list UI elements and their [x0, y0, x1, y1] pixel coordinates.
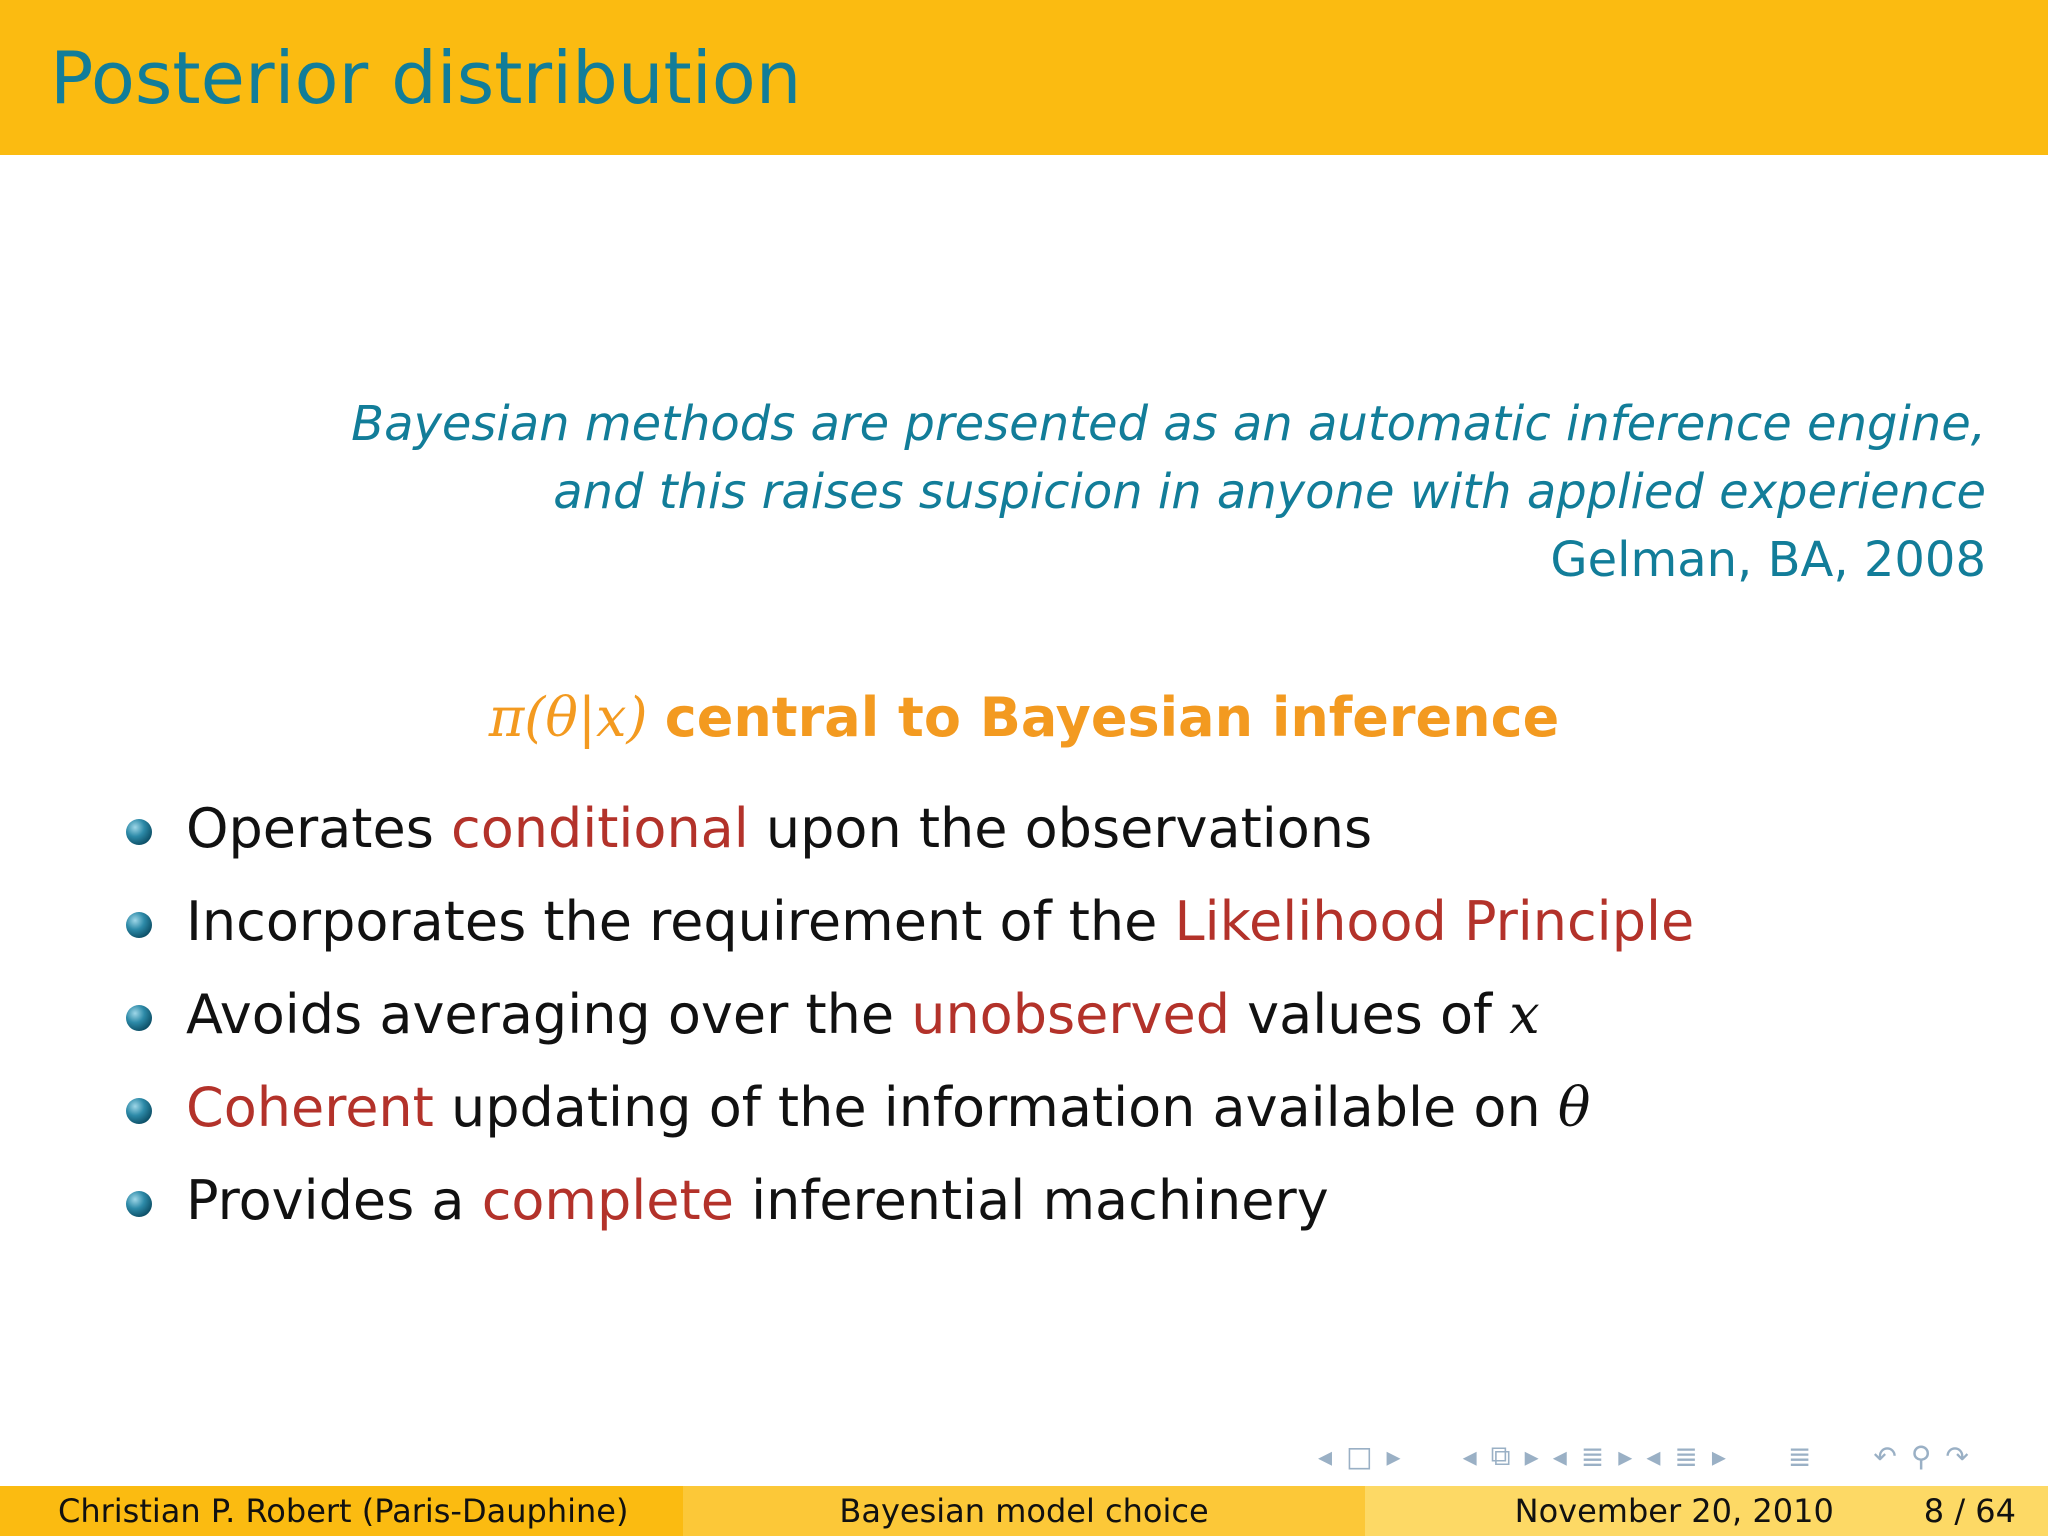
quote-source: Gelman, BA, 2008	[1550, 532, 1986, 588]
next-arrow-icon[interactable]: ▸	[1618, 1439, 1633, 1473]
headline-math: π(θ|x)	[488, 686, 648, 749]
footer-author: Christian P. Robert (Paris-Dauphine)	[0, 1486, 683, 1536]
bullet-highlight: Likelihood Principle	[1174, 890, 1695, 953]
bullet-text: Operates	[186, 797, 451, 860]
bullet-icon	[126, 819, 152, 845]
list-item	[124, 968, 1694, 1061]
document-icon[interactable]: ≣	[1674, 1439, 1698, 1473]
quote-line-2: and this raises suspicion in anyone with applied experience	[553, 464, 1986, 520]
prev-arrow-icon[interactable]: ◂	[1552, 1439, 1567, 1473]
bullet-highlight: Coherent	[186, 1076, 434, 1139]
headline-text: central to Bayesian inference	[664, 686, 1560, 749]
prev-arrow-icon[interactable]: ◂	[1462, 1439, 1477, 1473]
bullet-text: updating of the information available on	[433, 1076, 1558, 1139]
bullet-text: inferential machinery	[733, 1169, 1329, 1232]
prev-arrow-icon[interactable]: ◂	[1646, 1439, 1661, 1473]
bullet-list	[124, 782, 1694, 1247]
subsection-icon[interactable]: ⧉	[1490, 1439, 1511, 1472]
footer-date: November 20, 2010	[1514, 1492, 1834, 1530]
footer-page-number: 8 / 64	[1923, 1492, 2016, 1530]
bullet-highlight: conditional	[451, 797, 749, 860]
redo-icon[interactable]: ↷	[1945, 1439, 1969, 1473]
footer-right	[1365, 1486, 2048, 1536]
bullet-icon	[126, 912, 152, 938]
undo-icon[interactable]: ↶	[1873, 1439, 1897, 1473]
footer-talk-title: Bayesian model choice	[683, 1486, 1365, 1536]
list-item	[124, 1154, 1694, 1247]
bullet-text: Avoids averaging over the	[186, 983, 912, 1046]
bullet-highlight: complete	[481, 1169, 734, 1232]
next-arrow-icon[interactable]: ▸	[1711, 1439, 1726, 1473]
bullet-icon	[126, 1191, 152, 1217]
align-icon[interactable]: ≣	[1787, 1439, 1812, 1473]
next-arrow-icon[interactable]: ▸	[1524, 1439, 1539, 1473]
bullet-text: Incorporates the requirement of the	[186, 890, 1175, 953]
list-item	[124, 1061, 1694, 1154]
bullet-text: Provides a	[186, 1169, 482, 1232]
search-icon[interactable]: ⚲	[1910, 1439, 1932, 1473]
footer	[0, 1486, 2048, 1536]
list-item	[124, 875, 1694, 968]
next-arrow-icon[interactable]: ▸	[1386, 1439, 1401, 1473]
bullet-icon	[126, 1098, 152, 1124]
bullet-highlight: unobserved	[911, 983, 1231, 1046]
list-item	[124, 782, 1694, 875]
bullet-text: upon the observations	[748, 797, 1373, 860]
quote-line-1: Bayesian methods are presented as an automatic inference engine,	[351, 396, 1986, 452]
slide-title: Posterior distribution	[50, 36, 802, 120]
prev-arrow-icon[interactable]: ◂	[1318, 1439, 1333, 1473]
navigation-bar	[1318, 1438, 1969, 1474]
title-bar	[0, 0, 2048, 155]
section-icon[interactable]: ≣	[1580, 1439, 1605, 1473]
bullet-icon	[126, 1005, 152, 1031]
bullet-math: x	[1509, 983, 1540, 1046]
headline	[0, 678, 2048, 758]
bullet-math: θ	[1557, 1076, 1591, 1139]
frame-icon[interactable]: □	[1346, 1439, 1373, 1473]
quote-block	[286, 390, 1986, 594]
bullet-text: values of	[1230, 983, 1510, 1046]
